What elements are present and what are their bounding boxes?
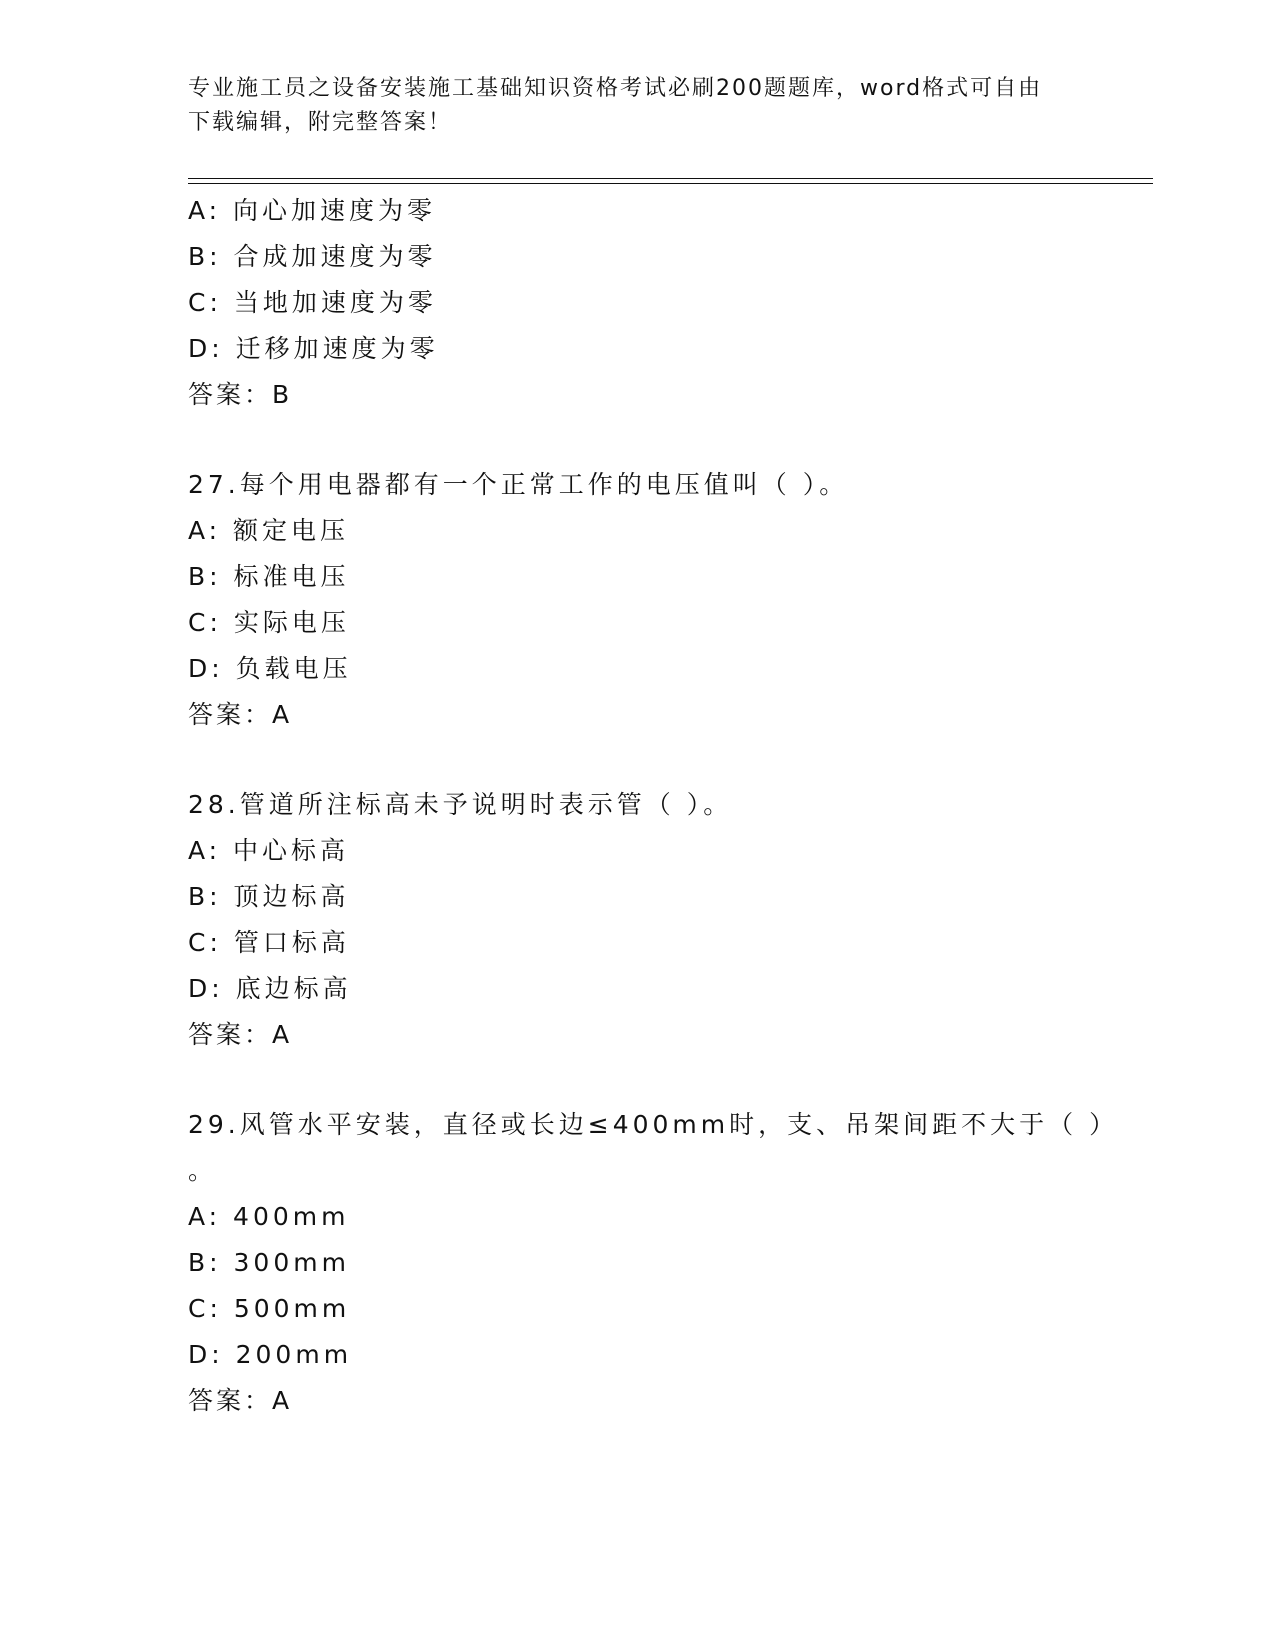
option-b: B: 300mm bbox=[188, 1248, 350, 1277]
answer: 答案：A bbox=[188, 1020, 293, 1049]
answer: 答案：B bbox=[188, 380, 293, 409]
question-text-continued: 。 bbox=[188, 1156, 218, 1185]
header-line-2: 下载编辑，附完整答案！ bbox=[188, 110, 453, 135]
option-d: D: 迁移加速度为零 bbox=[188, 334, 439, 363]
option-a: A: 额定电压 bbox=[188, 516, 350, 545]
question-list bbox=[188, 188, 1119, 1424]
header-divider-top bbox=[188, 178, 1153, 179]
question-block bbox=[188, 782, 1088, 1058]
header-line-1: 专业施工员之设备安装施工基础知识资格考试必刷200题题库，word格式可自由 bbox=[188, 76, 1043, 101]
question-block bbox=[188, 1102, 1119, 1424]
option-b: B: 合成加速度为零 bbox=[188, 242, 437, 271]
question-block bbox=[188, 188, 1088, 418]
question-text: 28.管道所注标高未予说明时表示管（ ）。 bbox=[188, 790, 733, 819]
option-c: C: 实际电压 bbox=[188, 608, 350, 637]
option-c: C: 500mm bbox=[188, 1294, 351, 1323]
question-text: 27.每个用电器都有一个正常工作的电压值叫（ ）。 bbox=[188, 470, 849, 499]
answer: 答案：A bbox=[188, 1386, 293, 1415]
option-b: B: 顶边标高 bbox=[188, 882, 350, 911]
option-a: A: 400mm bbox=[188, 1202, 350, 1231]
option-a: A: 中心标高 bbox=[188, 836, 350, 865]
option-a: A: 向心加速度为零 bbox=[188, 196, 437, 225]
question-text: 29.风管水平安装，直径或长边≤400mm时，支、吊架间距不大于（ ） bbox=[188, 1110, 1119, 1139]
option-c: C: 当地加速度为零 bbox=[188, 288, 437, 317]
document-header bbox=[188, 72, 1068, 140]
option-d: D: 负载电压 bbox=[188, 654, 352, 683]
question-block bbox=[188, 462, 1088, 738]
option-d: D: 底边标高 bbox=[188, 974, 352, 1003]
option-c: C: 管口标高 bbox=[188, 928, 350, 957]
header-divider-bottom bbox=[188, 183, 1153, 184]
option-d: D: 200mm bbox=[188, 1340, 353, 1369]
answer: 答案：A bbox=[188, 700, 293, 729]
option-b: B: 标准电压 bbox=[188, 562, 350, 591]
